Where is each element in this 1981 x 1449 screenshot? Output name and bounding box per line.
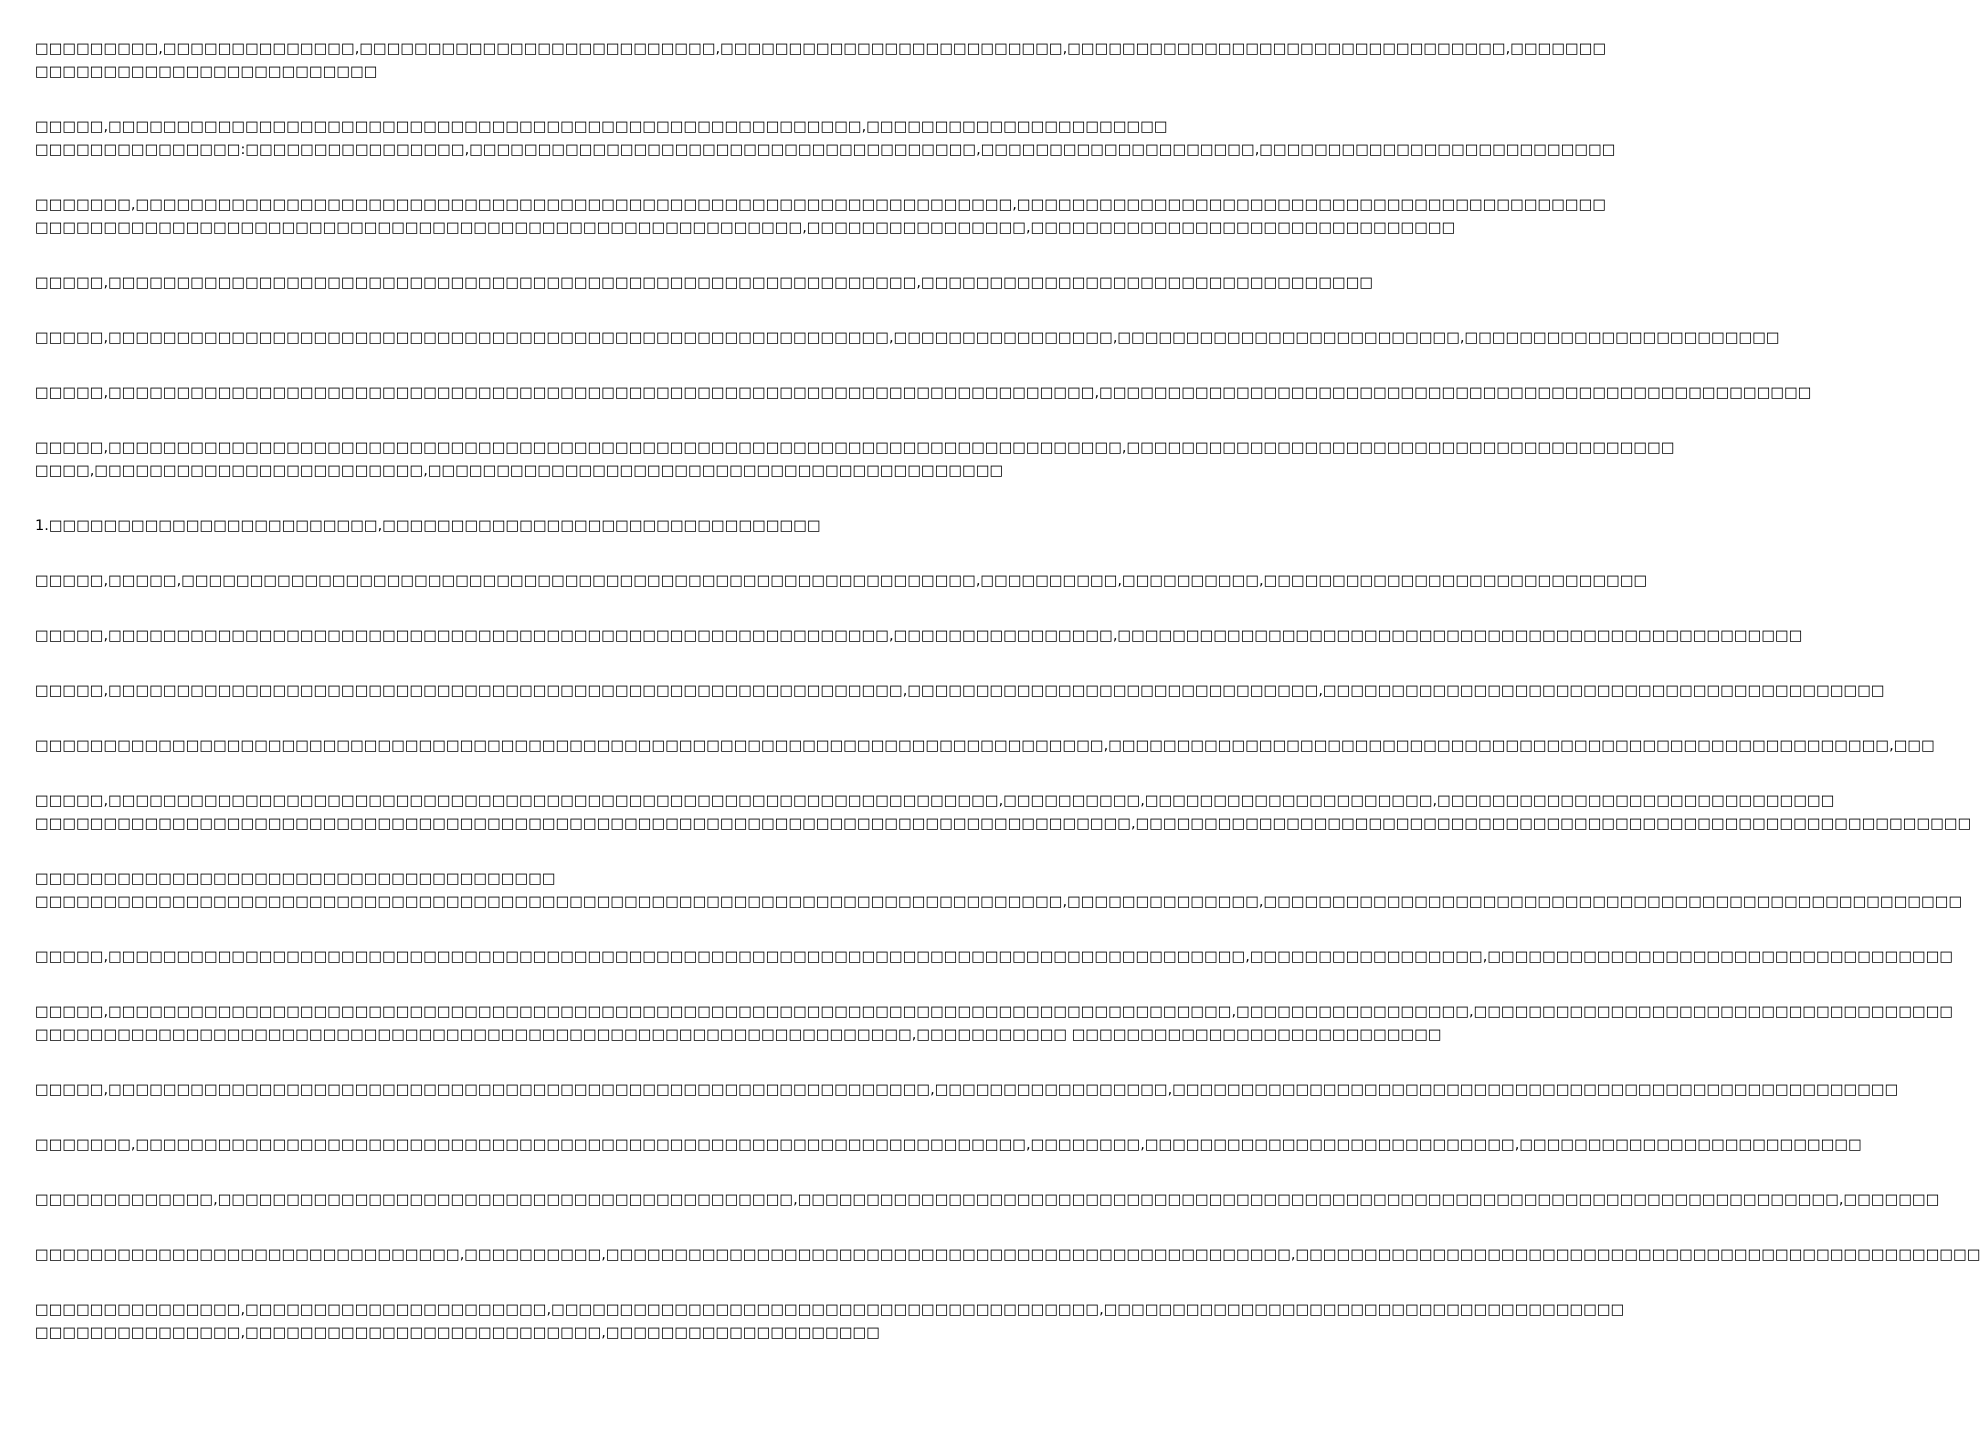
text-line: □□□□,□□□□□□□□□□□□□□□□□□□□□□□□,□□□□□□□□□□□□□□□□□□□□□□□□□□□□□□□□□□□□□□□□□□ bbox=[35, 463, 1004, 479]
text-line: □□□□□,□□□□□□□□□□□□□□□□□□□□□□□□□□□□□□□□□□□□□□□□□□□□□□□□□□□□□□□□□□,□□□□□□□□□□□□□□□□□□□□□□□□□□□□□□,□□□□□□□□□□□□□□□□□□□□□□□□□□□□□□□□□□□□□□□□□ bbox=[35, 683, 1885, 699]
text-line: □□□□□□□□□□□□□□□□□□□□□□□□□□□□□□□□□□□□□□□□□□□□□□□□□□□□□□□□□□□□□□□□□□□□□□□□□□□,□□□□□□□□□□□□□□,□□□□□□□□□□□□□□□□□□□□□□□□□□□□□□□□□□□□□□□□□□□□□□□□□□□ bbox=[35, 894, 1963, 910]
text-line: □□□□□□□□□□□□□□□□□□□□□□□□□□□□□□□□□□□□□□□□□□□□□□□□□□□□□□□□□□□□□□□□□□□□□□□□□□□□□□,□□□□□□□□□□□□□□□□□□□□□□□□□□□□□□□□□□□□□□□□□□□□□□□□□□□□□□□□□,□□□ bbox=[35, 738, 1935, 754]
text-line: □□□□□□□□□□□□□□□□□□□□□□□□□□□□□□□□□□□□□□□□□□□□□□□□□□□□□□□□□□□□□□□□□□□□□□□□□□□□□□□□,□□□□□□□□□□□□□□□□□□□□□□□□□□□□□□□□□□□□□□□□□□□□□□□□□□□□□□□□□□□□□ bbox=[35, 816, 1972, 832]
text-line: □□□□□□□□□□□□□,□□□□□□□□□□□□□□□□□□□□□□□□□□□□□□□□□□□□□□□□□□,□□□□□□□□□□□□□□□□□□□□□□□□□□□□□□□□□□□□□□□□□□□□□□□□□□□□□□□□□□□□□□□□□□□□□□□□□□□□,□□□□□□□ bbox=[35, 1192, 1940, 1208]
text-line: □□□□□,□□□□□□□□□□□□□□□□□□□□□□□□□□□□□□□□□□□□□□□□□□□□□□□□□□□□□□□□□,□□□□□□□□□□□□□□□□,□□□□□□□□□□□□□□□□□□□□□□□□□,□□□□□□□□□□□□□□□□□□□□□□□ bbox=[35, 330, 1780, 346]
paragraph bbox=[35, 1079, 1899, 1102]
text-line: □□□□□□□□□,□□□□□□□□□□□□□□,□□□□□□□□□□□□□□□□□□□□□□□□□□,□□□□□□□□□□□□□□□□□□□□□□□□□,□□□□□□□□□□□□□□□□□□□□□□□□□□□□□□□□,□□□□□□□ bbox=[35, 41, 1607, 57]
text-line: 1.□□□□□□□□□□□□□□□□□□□□□□□□,□□□□□□□□□□□□□□□□□□□□□□□□□□□□□□□□ bbox=[35, 518, 821, 534]
paragraph bbox=[35, 1189, 1940, 1212]
text-line: □□□□□□□□□□□□□□□:□□□□□□□□□□□□□□□□,□□□□□□□□□□□□□□□□□□□□□□□□□□□□□□□□□□□□□,□□□□□□□□□□□□□□□□□□□□,□□□□□□□□□□□□□□□□□□□□□□□□□□ bbox=[35, 142, 1616, 158]
text-line: □□□□□□□□□□□□□□□□□□□□□□□□□□□□□□□□□□□□□□□□□□□□□□□□□□□□□□□□□□□□□□□□,□□□□□□□□□□□ □□□□□□□□□□□□□□□□□□□□□□□□□□□ bbox=[35, 1027, 1442, 1043]
paragraph bbox=[35, 868, 1963, 914]
paragraph bbox=[35, 382, 1812, 405]
paragraph bbox=[35, 1299, 1625, 1345]
text-line: □□□□□,□□□□□□□□□□□□□□□□□□□□□□□□□□□□□□□□□□□□□□□□□□□□□□□□□□□□□□□□□,□□□□□□□□□□□□□□□□,□□□□□□□□□□□□□□□□□□□□□□□□□□□□□□□□□□□□□□□□□□□□□□□□□□ bbox=[35, 628, 1803, 644]
text-line: □□□□□,□□□□□□□□□□□□□□□□□□□□□□□□□□□□□□□□□□□□□□□□□□□□□□□□□□□□□□□□□□□□□□□□□□□□□□□□,□□□□□□□□□□□□□□□□□□□□□□□□□□□□□□□□□□□□□□□□□□□□□□□□□□□□ bbox=[35, 385, 1812, 401]
text-line: □□□□□□□□□□□□□□□□□□□□□□□□□□□□□□□□□□□□□□□□□□□□□□□□□□□□□□□□,□□□□□□□□□□□□□□□□,□□□□□□□□□□□□□□□□□□□□□□□□□□□□□□□ bbox=[35, 220, 1456, 236]
text-line: □□□□□□□□□□□□□□□□□□□□□□□□□ bbox=[35, 64, 378, 80]
text-line: □□□□□□□□□□□□□□□,□□□□□□□□□□□□□□□□□□□□□□,□□□□□□□□□□□□□□□□□□□□□□□□□□□□□□□□□□□□□□□□,□□□□□□□□□□□□□□□□□□□□□□□□□□□□□□□□□□□□□□ bbox=[35, 1302, 1625, 1318]
document-body bbox=[35, 38, 1981, 1377]
text-line: □□□□□□□,□□□□□□□□□□□□□□□□□□□□□□□□□□□□□□□□□□□□□□□□□□□□□□□□□□□□□□□□□□□□□□□□,□□□□□□□□□□□□□□□□□□□□□□□□□□□□□□□□□□□□□□□□□□□ bbox=[35, 197, 1607, 213]
paragraph bbox=[35, 515, 990, 538]
text-line: □□□□□□□□□□□□□□□□□□□□□□□□□□□□□□□,□□□□□□□□□□,□□□□□□□□□□□□□□□□□□□□□□□□□□□□□□□□□□□□□□□□□□□□□□□□□□,□□□□□□□□□□□□□□□□□□□□□□□□□□□□□□□□□□□□□□□□□□□□□□□□□□ bbox=[35, 1247, 1981, 1263]
paragraph bbox=[35, 1244, 1981, 1267]
text-line: □□□□□,□□□□□□□□□□□□□□□□□□□□□□□□□□□□□□□□□□□□□□□□□□□□□□□□□□□□□□□□□□□□□□□□□□□□□□□□□□□□□□□□□□□,□□□□□□□□□□□□□□□□□,□□□□□□□□□□□□□□□□□□□□□□□□□□□□□□□□□□ bbox=[35, 949, 1954, 965]
paragraph bbox=[35, 570, 1648, 593]
paragraph bbox=[35, 38, 1607, 84]
paragraph bbox=[35, 946, 1954, 969]
paragraph bbox=[35, 116, 1616, 162]
paragraph bbox=[35, 194, 1607, 240]
paragraph bbox=[35, 437, 1675, 483]
paragraph bbox=[35, 790, 1972, 836]
paragraph bbox=[35, 625, 1803, 648]
paragraph bbox=[35, 735, 1935, 758]
text-line: □□□□□□□□□□□□□□□□□□□□□□□□□□□□□□□□□□□□□□ bbox=[35, 871, 556, 887]
text-line: □□□□□□□,□□□□□□□□□□□□□□□□□□□□□□□□□□□□□□□□□□□□□□□□□□□□□□□□□□□□□□□□□□□□□□□□□,□□□□□□□□,□□□□□□□□□□□□□□□□□□□□□□□□□□□,□□□□□□□□□□□□□□□□□□□□□□□□□ bbox=[35, 1137, 1862, 1153]
text-line: □□□□□,□□□□□□□□□□□□□□□□□□□□□□□□□□□□□□□□□□□□□□□□□□□□□□□□□□□□□□□□□□□□,□□□□□□□□□□□□□□□□□,□□□□□□□□□□□□□□□□□□□□□□□□□□□□□□□□□□□□□□□□□□□□□□□□□□□□□ bbox=[35, 1082, 1899, 1098]
text-line: □□□□□,□□□□□□□□□□□□□□□□□□□□□□□□□□□□□□□□□□□□□□□□□□□□□□□□□□□□□□□,□□□□□□□□□□□□□□□□□□□□□□ bbox=[35, 119, 1168, 135]
paragraph bbox=[35, 1134, 1862, 1157]
paragraph bbox=[35, 272, 1374, 295]
paragraph bbox=[35, 1001, 1954, 1047]
text-line: □□□□□,□□□□□□□□□□□□□□□□□□□□□□□□□□□□□□□□□□□□□□□□□□□□□□□□□□□□□□□□□□□□□□□□□,□□□□□□□□□□,□□□□□□□□□□□□□□□□□□□□□,□□□□□□□□□□□□□□□□□□□□□□□□□□□□□ bbox=[35, 793, 1835, 809]
paragraph bbox=[35, 327, 1780, 350]
text-line: □□□□□,□□□□□,□□□□□□□□□□□□□□□□□□□□□□□□□□□□□□□□□□□□□□□□□□□□□□□□□□□□□□□□□□,□□□□□□□□□□,□□□□□□□□□□,□□□□□□□□□□□□□□□□□□□□□□□□□□□□ bbox=[35, 573, 1648, 589]
text-line: □□□□□,□□□□□□□□□□□□□□□□□□□□□□□□□□□□□□□□□□□□□□□□□□□□□□□□□□□□□□□□□□□,□□□□□□□□□□□□□□□□□□□□□□□□□□□□□□□□□ bbox=[35, 275, 1374, 291]
text-line: □□□□□□□□□□□□□□□,□□□□□□□□□□□□□□□□□□□□□□□□□□,□□□□□□□□□□□□□□□□□□□□ bbox=[35, 1325, 880, 1341]
text-line: □□□□□,□□□□□□□□□□□□□□□□□□□□□□□□□□□□□□□□□□□□□□□□□□□□□□□□□□□□□□□□□□□□□□□□□□□□□□□□□□,□□□□□□□□□□□□□□□□□□□□□□□□□□□□□□□□□□□□□□□□ bbox=[35, 440, 1675, 456]
paragraph bbox=[35, 680, 1885, 703]
text-line: □□□□□,□□□□□□□□□□□□□□□□□□□□□□□□□□□□□□□□□□□□□□□□□□□□□□□□□□□□□□□□□□□□□□□□□□□□□□□□□□□□□□□□□□,□□□□□□□□□□□□□□□□□,□□□□□□□□□□□□□□□□□□□□□□□□□□□□□□□□□□□ bbox=[35, 1004, 1954, 1020]
